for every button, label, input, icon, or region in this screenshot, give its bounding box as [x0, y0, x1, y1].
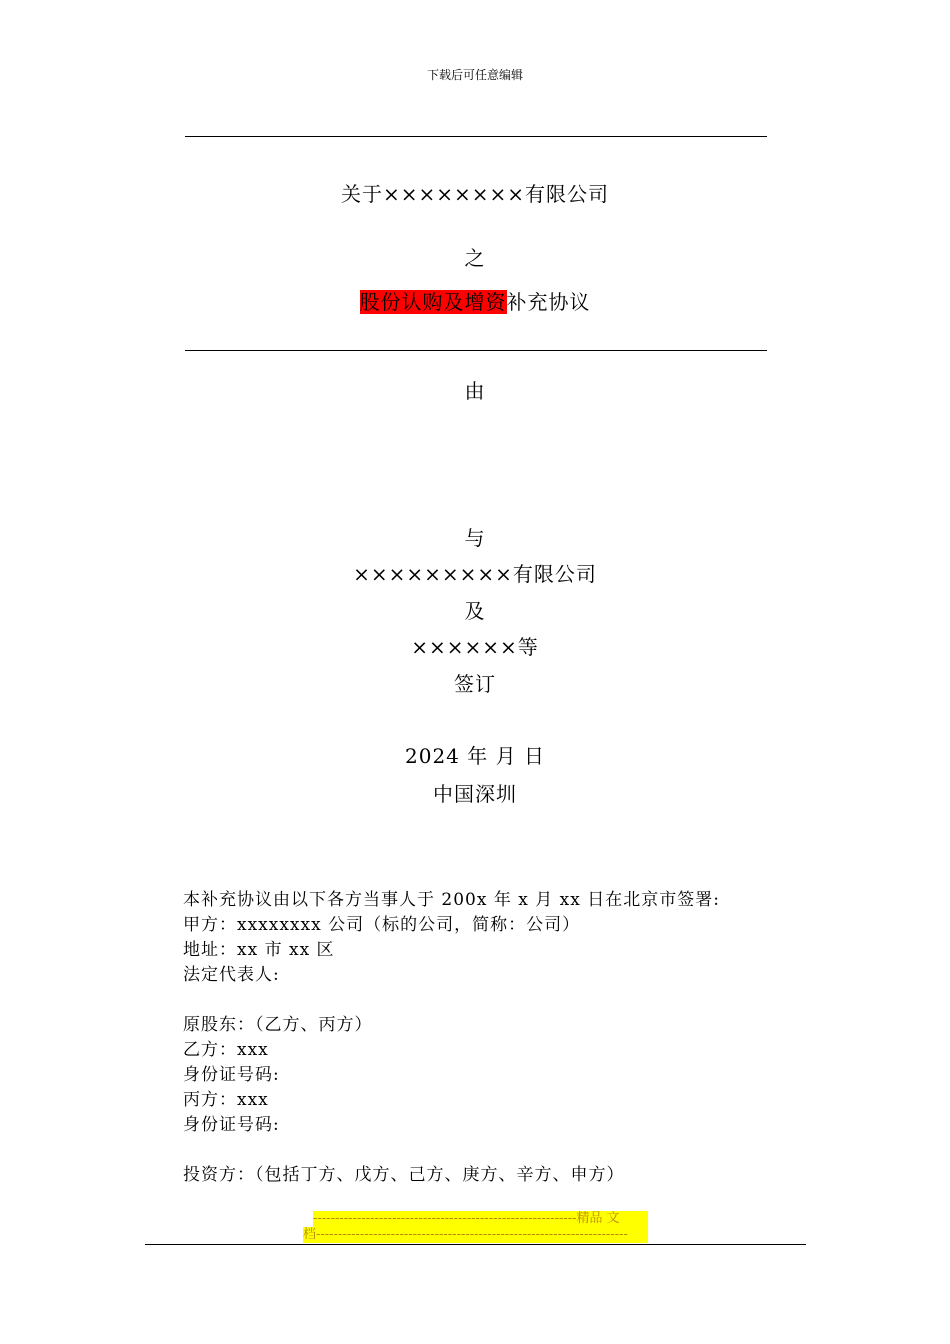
place-line: 中国深圳: [433, 782, 517, 806]
with-label: 与: [464, 526, 486, 550]
title-line-3: [0, 286, 950, 315]
body-line: 身份证号码:: [183, 1115, 280, 1135]
body-line: 乙方：xxx: [183, 1040, 269, 1060]
footer-line-1: ------------------------------------------------------------精品 文: [313, 1211, 648, 1227]
footer-line-2: 档-----------------------------------------------------------------------: [303, 1227, 648, 1243]
agreement-body: [183, 888, 720, 1188]
body-line: [183, 1138, 720, 1163]
body-line: 甲方：xxxxxxxx 公司（标的公司，简称：公司）: [183, 915, 581, 935]
top-rule: [185, 136, 767, 137]
body-line: 投资方：（包括丁方、戊方、己方、庚方、辛方、申方）: [183, 1165, 625, 1185]
title-highlight: 股份认购及增资: [359, 290, 507, 314]
body-line: [183, 988, 720, 1013]
body-line: 丙方：xxx: [183, 1090, 269, 1110]
body-line: 本补充协议由以下各方当事人于 200x 年 x 月 xx 日在北京市签署:: [183, 890, 720, 910]
title-line-1: 关于××××××××有限公司: [340, 182, 610, 206]
body-line: 身份证号码:: [183, 1065, 280, 1085]
signed-label: 签订: [454, 672, 496, 696]
page-header: 下载后可任意编辑: [426, 68, 523, 82]
body-line: 原股东：（乙方、丙方）: [183, 1015, 373, 1035]
mid-rule: [185, 350, 767, 351]
by-label: 由: [464, 379, 486, 403]
and-label: 及: [464, 599, 486, 623]
date-line: 2024 年 月 日: [405, 744, 545, 768]
footer-watermark: [303, 1211, 648, 1243]
body-line: 地址：xx 市 xx 区: [183, 940, 335, 960]
others-name: ××××××等: [411, 635, 539, 659]
title-rest: 补充协议: [506, 290, 591, 314]
body-line: 法定代表人:: [183, 965, 280, 985]
company-name: ×××××××××有限公司: [353, 562, 597, 586]
bottom-rule: [145, 1244, 806, 1245]
title-line-2: 之: [464, 246, 486, 270]
